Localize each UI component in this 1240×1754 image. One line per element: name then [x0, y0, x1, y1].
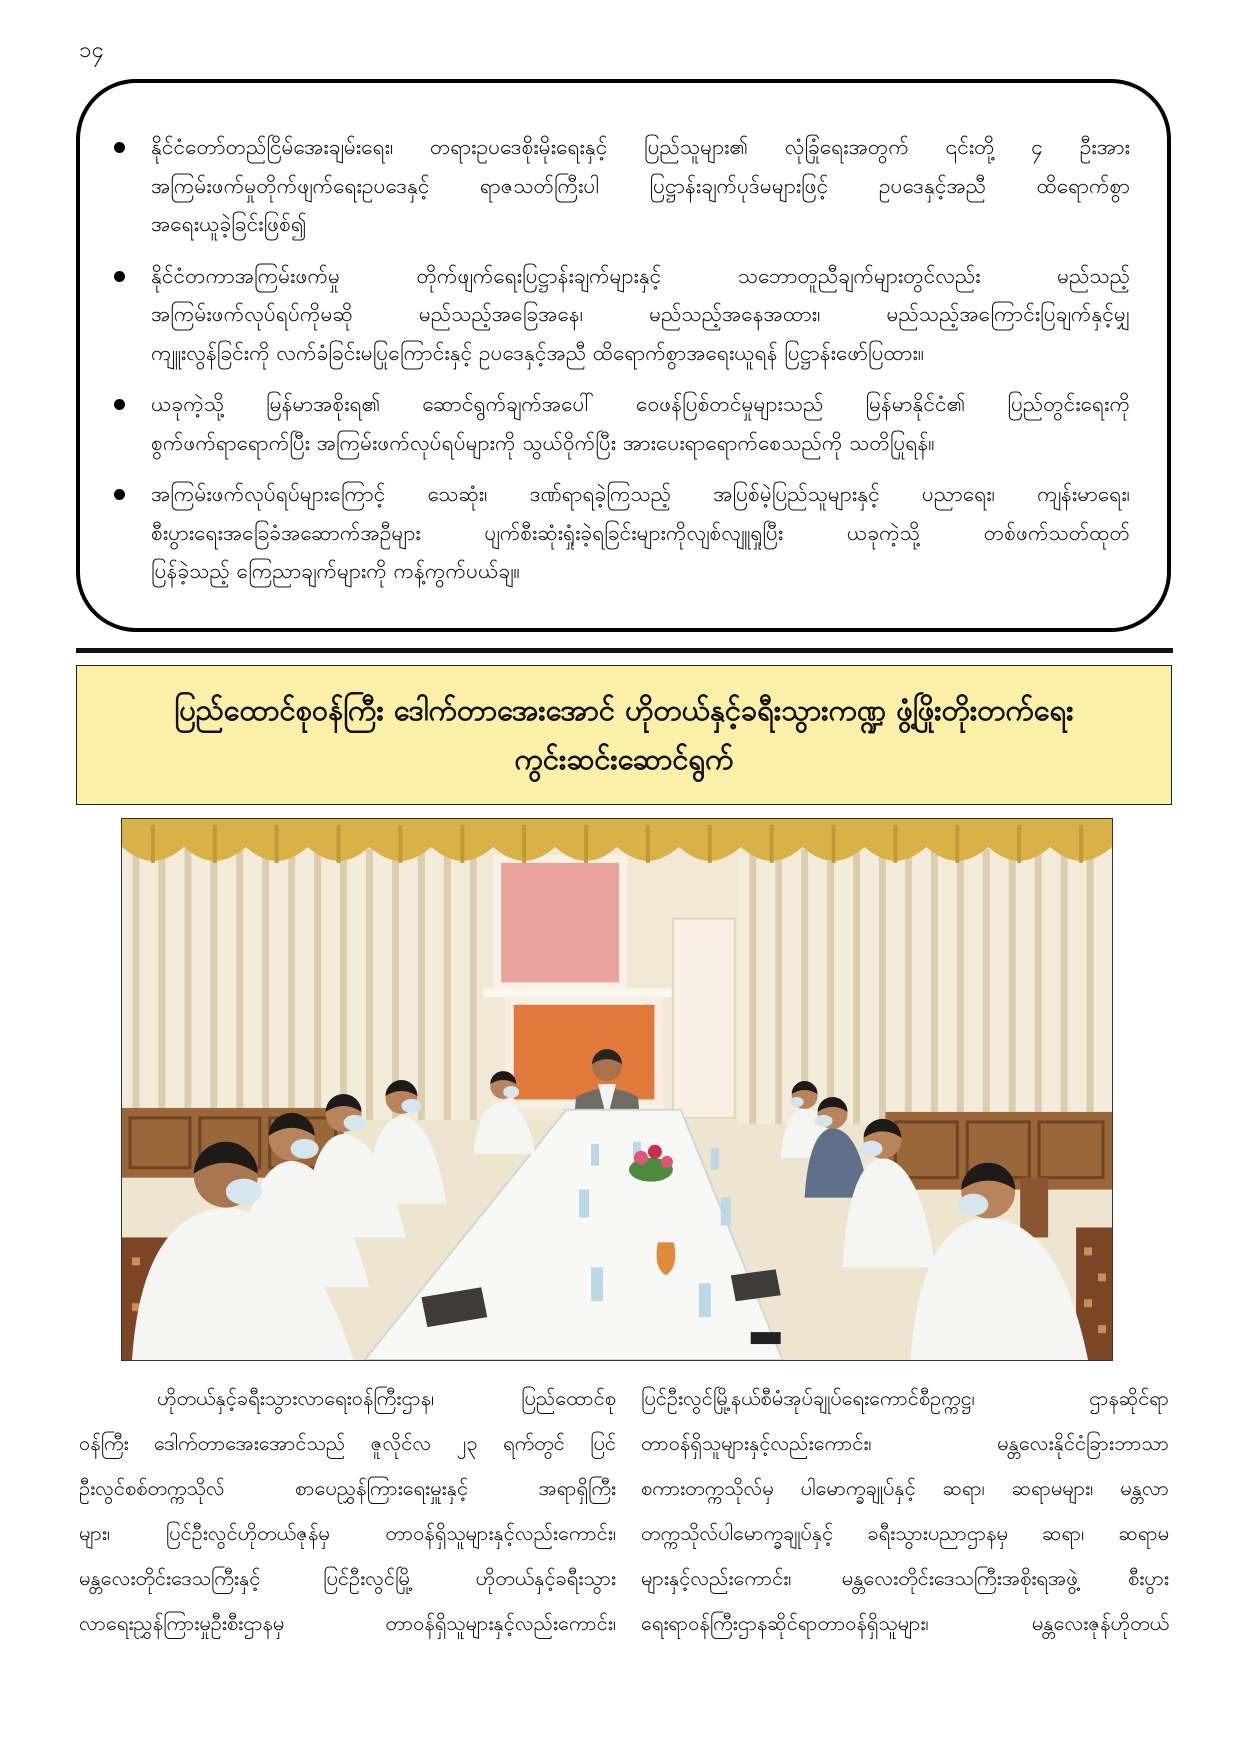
bullet-line: အရေးယူခဲ့ခြင်းဖြစ်၍ — [151, 212, 307, 236]
face-mask — [958, 1194, 988, 1216]
body-line: ရေးရာဝန်ကြီးဌာနဆိုင်ရာတာဝန်ရှိသူများ၊ မန္တလေးဇုန်ဟိုတယ် — [641, 1611, 1169, 1635]
water-bottle — [711, 1148, 719, 1170]
bullet-icon — [114, 399, 125, 410]
bullet-line: အကြမ်းဖက်မှုတိုက်ဖျက်ရေးဥပဒေနှင့် ရာဇသတ်ကြီးပါ ပြဋ္ဌာန်းချက်ပုဒ်မများဖြင့် ဥပဒေနှင့်အညီ ထိရောက်စွာ — [151, 173, 1130, 198]
bullet-line: ကျူးလွန်ခြင်းကို လက်ခံခြင်းမပြုကြောင်းနှင့် ဥပဒေနှင့်အညီ ထိရောက်စွာအရေးယူရန် ပြဋ္ဌာန်းဖော်ပြထား။ — [151, 340, 925, 365]
headline-box — [76, 665, 1172, 805]
bullet-line: စီးပွားရေးအခြေခံအဆောက်အဦများ ပျက်စီးဆုံးရှုံးခဲ့ရခြင်းများကိုလျစ်လျူရှုပြီး ယခုကဲ့သို့ တစ်ဖက်သတ်ထုတ် — [151, 520, 1130, 545]
body-line: ဟိုတယ်နှင့်ခရီးသွားလာရေးဝန်ကြီးဌာန၊ ပြည်ထောင်စု — [157, 1386, 616, 1410]
page-number: ၁၄ — [79, 38, 104, 63]
mobile-phone — [751, 1332, 781, 1344]
bullet-item — [80, 385, 1130, 462]
headline-line: ကွင်းဆင်းဆောင်ရွက် — [514, 742, 734, 776]
bullet-icon — [114, 489, 125, 500]
face-mask — [815, 1115, 833, 1127]
water-bottle — [699, 1283, 711, 1317]
article-photo — [121, 818, 1113, 1361]
water-bottle — [579, 1190, 589, 1218]
body-line: ဦးလွင်စစ်တက္ကသိုလ် စာပေညွှန်ကြားရေးမှူးနှင့် အရာရှိကြီး — [79, 1476, 616, 1500]
body-line: မန္တလေးတိုင်းဒေသကြီးနှင့် ပြင်ဦးလွင်မြို့ ဟိုတယ်နှင့်ခရီးသွား — [79, 1566, 616, 1590]
bullet-item — [80, 257, 1130, 373]
body-line: စကားတက္ကသိုလ်မှ ပါမောက္ခချုပ်နှင့် ဆရာ၊ ဆရာမများ၊ မန္တလာ — [641, 1476, 1169, 1500]
face-mask — [503, 1086, 519, 1098]
water-bottle — [591, 1144, 599, 1166]
water-bottle — [721, 1198, 731, 1226]
body-line: တက္ကသိုလ်ပါမောက္ခချုပ်နှင့် ခရီးသွားပညာဌာနမှ ဆရာ၊ ဆရာမ — [641, 1521, 1169, 1545]
face-mask — [790, 1097, 804, 1107]
flower-bloom — [648, 1145, 662, 1159]
curtain-right — [739, 849, 1112, 1124]
pink-panel — [497, 859, 623, 987]
bullet-line: ပြန်ခဲ့သည့် ကြေညာချက်များကို ကန့်ကွက်ပယ်ချ။ — [151, 559, 520, 583]
headline-line: ပြည်ထောင်စုဝန်ကြီး ဒေါက်တာအေးအောင် ဟိုတယ်နှင့်ခရီးသွားကဏ္ဍ ဖွံ့ဖြိုးတိုးတက်ရေး — [174, 693, 1074, 727]
body-line: များ၊ ပြင်ဦးလွင်ဟိုတယ်ဇုန်မှ တာဝန်ရှိသူများနှင့်လည်းကောင်း၊ — [79, 1521, 616, 1545]
water-bottle — [591, 1267, 603, 1301]
face-mask — [226, 1179, 262, 1205]
article-column-left — [79, 1376, 616, 1646]
body-line: ဝန်ကြီး ဒေါက်တာအေးအောင်သည် ဇူလိုင်လ ၂၃ ရက်တွင် ပြင် — [79, 1431, 616, 1455]
bullet-line: အကြမ်းဖက်လုပ်ရပ်ကိုမဆို မည်သည့်အခြေအနေ၊ မည်သည့်အနေအထား၊ မည်သည့်အကြောင်းပြချက်နှင့်မျှ — [151, 302, 1130, 326]
body-line: များနှင့်လည်းကောင်း၊ မန္တလေးတိုင်းဒေသကြီးအစိုးရအဖွဲ့ စီးပွား — [641, 1566, 1169, 1590]
flower-bloom — [661, 1156, 673, 1168]
body-line: ပြင်ဦးလွင်မြို့နယ်စီမံအုပ်ချုပ်ရေးကောင်စီဥက္ကဋ္ဌ၊ ဌာနဆိုင်ရာ — [641, 1386, 1169, 1410]
face-mask — [861, 1141, 883, 1157]
bullet-icon — [114, 271, 125, 282]
face-mask — [344, 1115, 366, 1131]
bullet-icon — [114, 142, 125, 153]
bullet-line: နိုင်ငံတော်တည်ငြိမ်အေးချမ်းရေး၊ တရားဥပဒေစိုးမိုးရေးနှင့် ပြည်သူများ၏ လုံခြုံရေးအတွက် ၎င်းတို့ ၄ ဦးအား — [151, 135, 1130, 159]
body-line: လာရေးညွှန်ကြားမှုဦးစီးဌာနမှ တာဝန်ရှိသူများနှင့်လည်းကောင်း၊ — [79, 1611, 616, 1635]
body-line: တာဝန်ရှိသူများနှင့်လည်းကောင်း၊ မန္တလေးနိုင်ငံခြားဘာသာ — [641, 1431, 1169, 1455]
face-mask — [401, 1099, 421, 1113]
meeting-photo-illustration — [122, 819, 1112, 1360]
face-mask — [291, 1139, 319, 1159]
flower-bloom — [634, 1151, 648, 1165]
chair-right-back — [1020, 1178, 1048, 1238]
bullet-line: နိုင်ငံတကာအကြမ်းဖက်မှု တိုက်ဖျက်ရေးပြဋ္ဌာန်းချက်များနှင့် သဘောတူညီချက်များတွင်လည်း မည်သည့် — [151, 263, 1130, 288]
bullet-line: အကြမ်းဖက်လုပ်ရပ်များကြောင့် သေဆုံး၊ ဒဏ်ရာရခဲ့ကြသည့် အပြစ်မဲ့ပြည်သူများနှင့် ပညာရေး၊ ကျန်းမာရေး၊ — [151, 482, 1130, 506]
orange-panel — [509, 1000, 659, 1104]
bullet-line: စွက်ဖက်ရာရောက်ပြီး အကြမ်းဖက်လုပ်ရပ်များကို သွယ်ဝိုက်ပြီး အားပေးရာရောက်စေသည်ကို သတိပြုရန်။ — [151, 430, 935, 455]
bullet-line: ယခုကဲ့သို့ မြန်မာအစိုးရ၏ ဆောင်ရွက်ချက်အပေါ် ဝေဖန်ပြစ်တင်မှုများသည် မြန်မာနိုင်ငံ၏ ပြည်တွင်းရေးကို — [151, 392, 1130, 416]
bullet-item — [80, 475, 1130, 591]
section-divider — [76, 648, 1173, 653]
bullet-item — [80, 128, 1130, 244]
article-column-right — [641, 1376, 1169, 1646]
curtain-left — [122, 849, 479, 1120]
summary-box — [76, 79, 1171, 632]
side-door-panel — [673, 919, 735, 1118]
